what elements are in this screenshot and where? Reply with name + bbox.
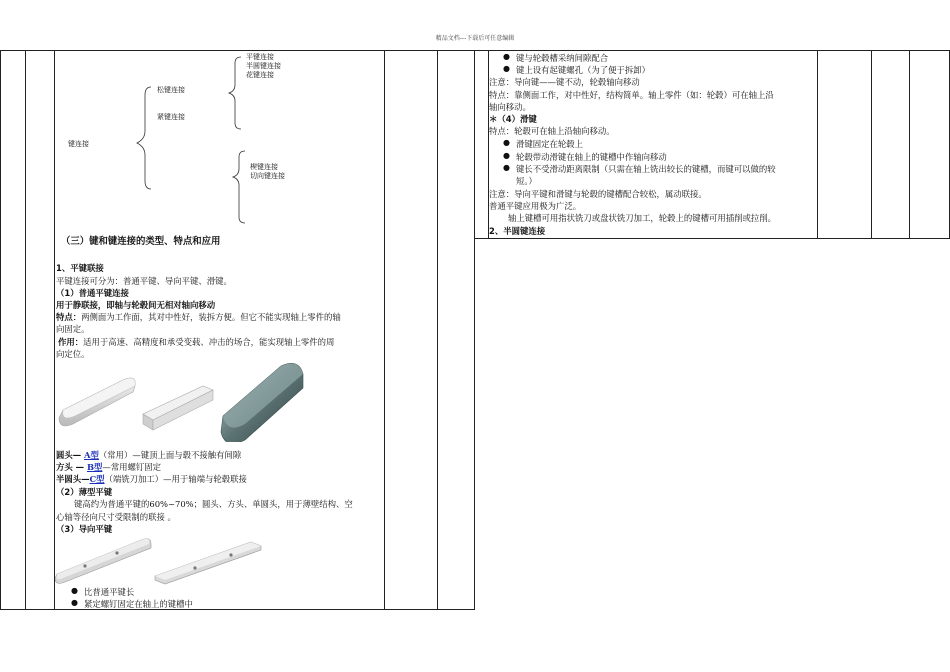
groove-machining: 轴上键槽可用指状铣刀或盘状铣刀加工，轮毂上的键槽可用插削或拉削。 — [508, 213, 776, 223]
loose-brace — [229, 57, 241, 129]
guide-feature-2: 轴向移动。 — [489, 102, 531, 112]
slide-bullet-3-line-1: 键长不受滑动距离限制（只需在轴上铣出较长的键槽，而键可以做的较 — [516, 164, 776, 174]
thin-key-line-1: 键高约为普通平键的60%~70%；圆头、方头、单圆头，用于薄壁结构、空 — [74, 499, 353, 509]
heading-thin-key: （2）薄型平键 — [56, 487, 113, 497]
left-col-line — [0, 50, 1, 610]
type-b-prefix: 方头 — — [56, 462, 87, 472]
right-bullet-1: 键与轮毂槽采纳间隙配合 — [516, 53, 609, 63]
type-a-desc: （常用）—键顶上面与毂不接触有间隙 — [98, 450, 242, 460]
tree-tight: 紧键连接 — [157, 113, 185, 121]
slide-bullet-1: 滑键固定在轮毂上 — [516, 139, 583, 149]
right-bullet-2: 键上设有起键螺孔（为了便于拆卸） — [516, 65, 650, 75]
type-c-line — [56, 473, 247, 486]
right-col-line — [817, 50, 818, 239]
heading-flat-key: 1、平键联接 — [56, 263, 104, 273]
tree-loose: 松键连接 — [157, 86, 185, 94]
bullet-icon: ● — [503, 52, 510, 61]
root-brace — [137, 87, 151, 189]
right-col-line — [871, 50, 872, 239]
slide-bullet-2: 轮毂带动滑键在轴上的键槽中作轴向移动 — [516, 152, 667, 162]
tree-tight-child: 楔键连接 — [250, 163, 278, 171]
type-c-link[interactable]: C型 — [89, 474, 105, 484]
bullet-icon: ● — [71, 586, 78, 595]
thin-key-line-2: 心轴等径向尺寸受限制的联接 。 — [56, 512, 176, 522]
left-col-line — [437, 50, 438, 610]
type-a-prefix: 圆头— — [56, 450, 85, 460]
usage-line-2: 向定位。 — [56, 349, 90, 359]
tree-loose-child: 平键连接 — [246, 53, 274, 61]
bullet-icon: ● — [503, 138, 510, 147]
tree-loose-child: 花键连接 — [246, 71, 274, 79]
slide-feature: 特点：轮毂可在轴上沿轴向移动。 — [489, 126, 615, 136]
guide-key-images — [55, 534, 275, 586]
page-header: 精品文档---下载后可任意编辑 — [435, 35, 515, 42]
feature-label: 特点： — [56, 312, 82, 322]
type-c-desc: （端铣刀加工）—用于轴端与轮毂联接 — [104, 474, 247, 484]
heading-guide-key: （3）导向平键 — [56, 524, 113, 534]
tree-tight-child: 切向键连接 — [250, 172, 285, 180]
feature-line — [56, 311, 341, 324]
key-connection-tree — [55, 51, 385, 231]
left-col-line — [25, 50, 26, 610]
bullet-icon: ● — [71, 598, 78, 607]
type-a-line — [56, 449, 241, 462]
feature-text: 两侧面为工作面，其对中性好，装拆方便。但它不能实现轴上零件的轴 — [81, 312, 341, 322]
tree-root: 键连接 — [68, 140, 89, 148]
heading-slide-key: ＊（4）滑键 — [489, 114, 537, 124]
feature-line-2: 向固定。 — [56, 324, 90, 334]
type-b-link[interactable]: B型 — [86, 462, 103, 472]
flat-key-types: 平键连接可分为：普通平键、导向平键、滑键。 — [56, 276, 232, 286]
usage-text: 适用于高速、高精度和承受变载、冲击的场合，能实现轴上零件的周 — [83, 337, 335, 347]
guide-key-image-1 — [55, 539, 151, 584]
bullet-icon: ● — [503, 163, 510, 172]
common-usage: 普通平键应用极为广泛。 — [489, 201, 582, 211]
type-b-desc: —常用螺钉固定 — [102, 462, 162, 472]
guide-key-image-2 — [155, 542, 261, 584]
left-table-bottom — [0, 609, 475, 610]
round-head-key-image — [59, 378, 135, 426]
guide-bullet-1: 比普通平键长 — [84, 587, 135, 597]
half-round-key-image — [221, 363, 303, 442]
heading-half-round-key: 2、半圆键连接 — [489, 226, 546, 236]
slide-bullet-3-line-2: 短。） — [516, 176, 537, 186]
tight-brace — [233, 151, 245, 223]
section-title: （三）键和键连接的类型、特点和应用 — [61, 236, 221, 247]
type-a-link[interactable]: A型 — [84, 450, 99, 460]
usage-label: 作用： — [58, 337, 84, 347]
square-head-key-image — [143, 386, 213, 430]
usage-line — [58, 336, 334, 349]
type-c-prefix: 半圆头— — [56, 474, 90, 484]
guide-bullet-2: 紧定螺钉固定在轴上的键槽中 — [84, 599, 193, 609]
guide-feature-1: 特点：靠侧面工作，对中性好，结构简单。轴上零件（如：轮毂）可在轴上沿 — [489, 90, 774, 100]
note-dynamic-connection: 注意：导向平键和滑键与轮毂的键槽配合较松，属动联接。 — [489, 189, 707, 199]
bullet-icon: ● — [503, 64, 510, 73]
note-guide-key: 注意：导向键——键不动，轮毂轴向移动 — [489, 77, 640, 87]
key-images-flat — [55, 360, 315, 442]
heading-common-flat-key: （1）普通平键连接 — [56, 288, 129, 298]
tree-loose-child: 半圆键连接 — [246, 62, 281, 70]
static-connection-note: 用于静联接，即轴与轮毂间无相对轴向移动 — [56, 300, 216, 310]
right-col-line — [909, 50, 910, 239]
type-b-line — [56, 461, 161, 474]
bullet-icon: ● — [503, 151, 510, 160]
right-table-top — [475, 50, 950, 51]
right-table-bottom — [475, 238, 950, 239]
left-col-line — [474, 50, 475, 610]
